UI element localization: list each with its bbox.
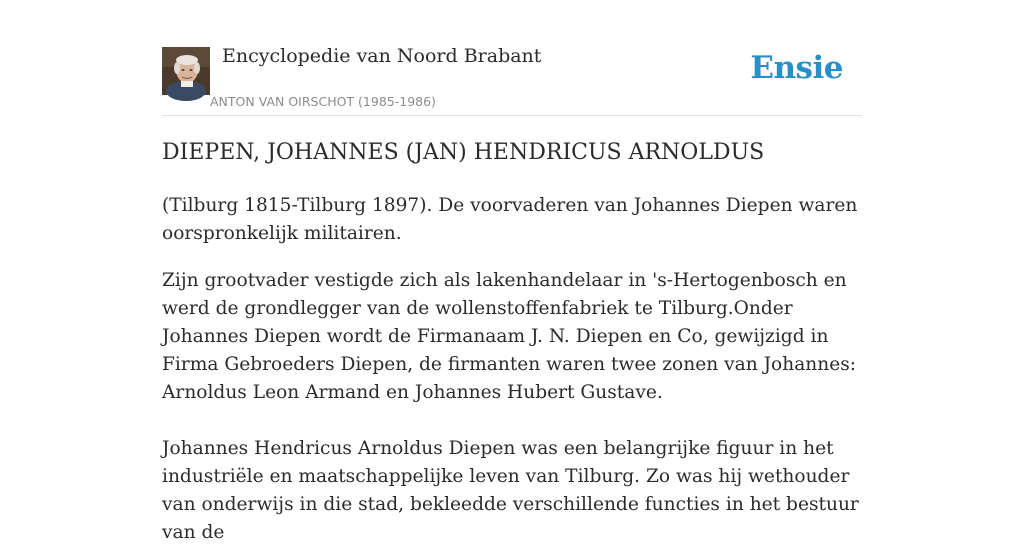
ensie-logo[interactable]: Ensie xyxy=(750,50,843,86)
paragraph-3: Johannes Hendricus Arnoldus Diepen was een belangrijke figuur in het industriële en maatschappelijke leven van Tilburg. Zo was hij wethouder van onderwijs in die stad, bekleedde verschillende functies in het bestuur van de xyxy=(162,438,859,543)
author-portrait-icon xyxy=(162,47,210,95)
source-title[interactable]: Encyclopedie van Noord Brabant xyxy=(222,45,542,67)
paragraph-1: (Tilburg 1815-Tilburg 1897). De voorvaderen van Johannes Diepen waren oorspronkelijk militairen. xyxy=(162,195,858,244)
article-container xyxy=(162,0,862,543)
article-header xyxy=(162,0,862,116)
author-name[interactable]: ANTON VAN OIRSCHOT (1985-1986) xyxy=(210,94,436,109)
author-avatar[interactable] xyxy=(162,47,210,95)
article-title: DIEPEN, JOHANNES (JAN) HENDRICUS ARNOLDUS xyxy=(162,140,765,165)
paragraph-2: Zijn grootvader vestigde zich als lakenhandelaar in 's-Hertogenbosch en werd de grondlegger van de wollenstoffenfabriek te Tilburg.Onder Johannes Diepen wordt de Firmanaam J. N. Diepen en Co, gewijzigd in Firma Gebroeders Diepen, de firmanten waren twee zonen van Johannes: Arnoldus Leon Armand en Johannes Hubert Gustave. xyxy=(162,270,857,403)
